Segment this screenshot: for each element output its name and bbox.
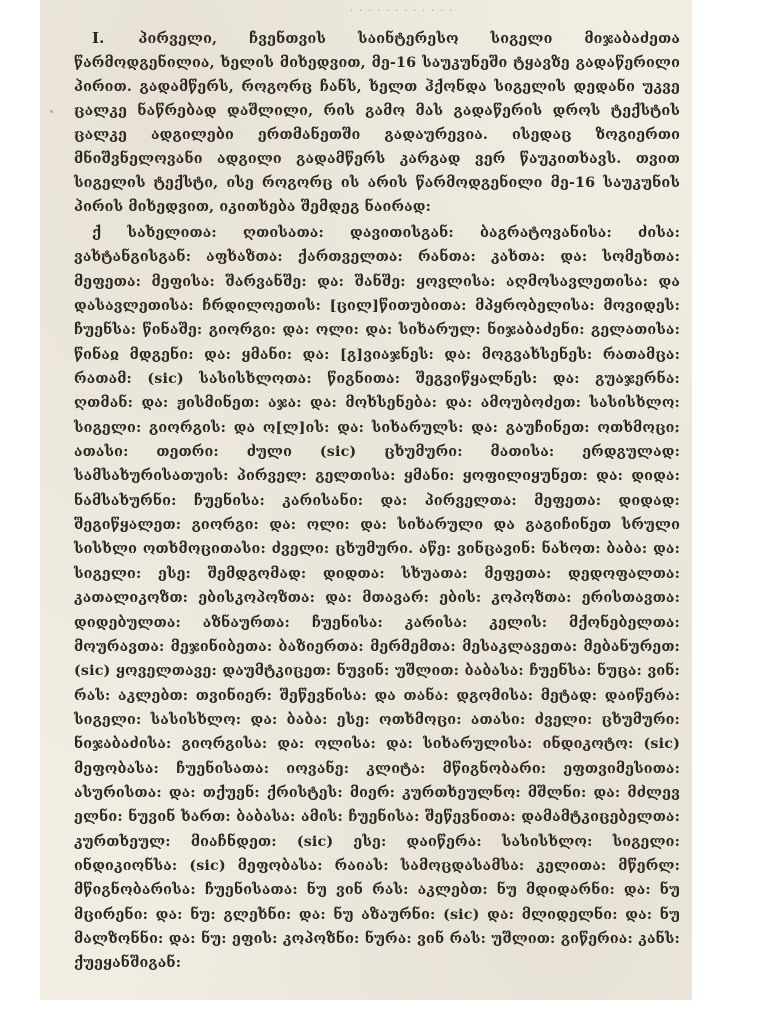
charter-transcription: ქ სახელითა: ღთისათა: დავითისგან: ბაგრატოვანისა: ძისა: ვახტანგისგან: აფხაზთა: ქართველთა: რანთა: კახთა: და: სომეხთა: მეფეთა: მეფისა: შარვანშე: და: შანშე: ყოვლისა: აღმოსავლეთისა: და დასავლეთისა: ჩრდილოეთის: [ცილ]წითუბითა: მპყრობელისა: მოვიდეს: ჩუენსა: წინაშე: გიორგი: და: ოლი: და: სიხარულ: ნიჯაბაძენი: გელათისა: წინაჲ მდგენი: და: ყმანი: და: [გ]ვიაჯნეს: და: მოგვახსენეს: რათამცა: რათამ: (sic) სასისხლოთა: წიგნითა: შეგვიწყალნეს: და: გუაჯერნა: ღთმან: და: ჟისმინეთ: აჯა: და: მოხსენება: და: ამოუბოძეთ: სასისხლო: სიგელი: გიორგის: და ო[ლ]ის: და: სიხარულს: და: გაუჩინეთ: ოთხმოცი: ათასი: თეთრი: ძული (sic) ცხუმური: მათისა: ერდგულად: სამსახურისათუის: პირველ: გელთისა: ყმანი: ყოფილიყუნეთ: და: დიდა: ნამსახურნი: ჩუენისა: კარისანი: და: პირველთა: მეფეთა: დიდად: შეგიწყალეთ: გიორგი: და: ოლი: და: სიხარული და გაგიჩინეთ სრული სისხლი ოთხმოცითასი: ძველი: ცხუმური. აწე: ვინცავინ: ნახოთ: ბაბა: და: სიგელი: ესე: შემდგომად: დიდთა: სხუათა: მეფეთა: დედოფალთა: კათალიკოზთ: ებისკოპოზთა: და: მთავარ: ების: კოპოზთა: ერისთავთა: დიდებულთა: აზნაურთა: ჩუენისა: კარისა: კელის: მქონებელთა: მოურავთა: მეჯინიბეთა: ბაზიერთა: მერმემთა: მესაკლავეთა: მებანურეთ: (sic) ყოველთავე: დაუმტკიცეთ: ნუვინ: უშლით: ბაბასა: ჩუენსა: ნუცა: ვინ: რას: აკლებთ: თვინიერ: შეწევნისა: და თანა: დგომისა: მეტად: დაიწერა: სიგელი: სასისხლო: და: ბაბა: ესე: ოთხმოცი: ათასი: ძველი: ცხუმური: ნიჯაბაძისა: გიორგისა: და: ოლისა: და: სიხარულისა: ინდიკოტო: (sic) მეფობასა: ჩუენისათა: იოვანე: კლიტა: მწიგნობარი: ეფთვიმესითა: ასურისთა: და: თქუენ: ქრისტეს: მიერ: კურთხეულნო: მშლნი: და: მძლევ ელნი: ნუვინ ხართ: ბაბასა: ამის: ჩუენისა: შეწევნითა: დამამტკიცებელთა: კურთხეულ: მიაჩნდეთ: (sic) ესე: დაიწერა: სასისხლო: სიგელი: ინდიკიონსა: (sic) მეფობასა: რაიას: სამოცდასამსა: კელითა: მწერლ: მწიგნობარისა: ჩუენისათა: ნუ ვინ რას: აკლებთ: ნუ მდიდარნი: და: ნუ მცირენი: და: ნუ: გლეხნი: და: ნუ აზაურნი: (sic) და: მლიდელნი: და: ნუ მალზონნი: და: ნუ: ეფის: კოპოზნი: ნურა: ვინ რას: უშლით: გიწერია: კანს: ქუეყანშიგან: <box>74 225 680 972</box>
intro-text: პირველი, ჩვენთვის საინტერესო სიგელი მიჯაბაძეთა წარმოდგენილია, ხელის მიხედვით, მე-16 საუკუნეში ტყავზე გადაწერილი პირით. გადამწერს, როგორც ჩანს, ხელთ ჰქონდა სიგელის დედანი უკვე ცალკე ნაწრებად დაშლილი, რის გამო მას გადაწერის დროს ტექსტის ცალკე ადგილები ერთმანეთში გადაურევია. ისედაც ზოგიერთი მნიშვნელოვანი ადგილი გადამწერს კარგად ვერ წაუკითხავს. თვით სიგელის ტექსტი, ისე როგორც ის არის წარმოდგენილი მე-16 საუკუნის პირის მიხედვით, იკითხება შემდეგ ნაირად: <box>74 31 680 215</box>
document-body <box>74 26 680 976</box>
paper-speck <box>50 110 53 113</box>
section-number: I. <box>92 29 105 47</box>
scanned-page <box>40 0 692 1000</box>
intro-paragraph <box>74 26 680 219</box>
cropped-header-fragment: · · · · · · · · · · · · <box>350 4 454 17</box>
